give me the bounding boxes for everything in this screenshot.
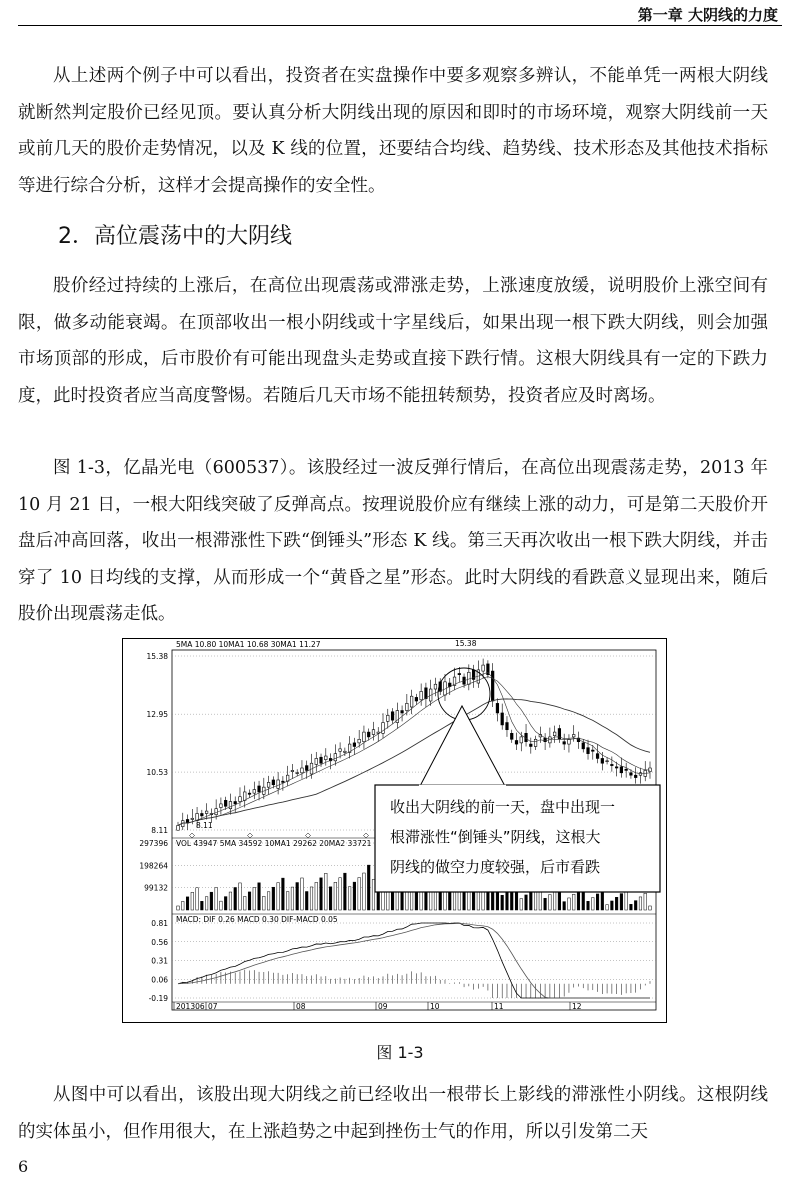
volume-bar <box>372 879 375 910</box>
candle-body <box>305 766 308 771</box>
volume-bar <box>553 891 556 910</box>
candle-body <box>234 802 237 804</box>
volume-bar <box>205 897 208 910</box>
volume-bar <box>177 906 180 910</box>
price-legend: 5MA 10.80 10MA1 10.68 30MA1 11.27 <box>176 640 321 649</box>
candle-body <box>243 792 246 800</box>
volume-bar <box>587 901 590 910</box>
candle-body <box>520 737 523 743</box>
volume-bar <box>291 887 294 910</box>
volume-bar <box>572 894 575 910</box>
header-rule <box>18 25 782 26</box>
candle-body <box>391 712 394 720</box>
volume-bar <box>286 892 289 910</box>
volume-bar <box>325 873 328 910</box>
candle-body <box>468 672 471 684</box>
volume-bar <box>334 882 337 910</box>
candle-body <box>215 809 218 815</box>
candle-body <box>587 748 590 754</box>
paragraph-2: 股价经过持续的上涨后，在高位出现震荡或滞涨走势，上涨速度放缓，说明股价上涨空间有限，做多动能衰竭。在顶部收出一根小阴线或十字星线后，如果出现一根下跌大阴线，则会加强市场顶部的形成，后市股价有可能出现盘头走势或直接下跌行情。这根大阴线具有一定的下跌力度，此时投资者应当高度警惕。若随后几天市场不能扭转颓势，投资者应及时离场。 <box>18 276 768 406</box>
volume-bar <box>344 873 347 910</box>
volume-bar <box>615 897 618 910</box>
volume-bar <box>601 890 604 910</box>
candle-body <box>267 782 270 787</box>
volume-bar <box>224 897 227 910</box>
volume-bar <box>301 878 304 910</box>
candle-body <box>320 757 323 763</box>
volume-bar <box>201 901 204 910</box>
candle-body <box>591 750 594 751</box>
x-tick-label: 10 <box>430 1002 440 1011</box>
volume-bar <box>568 898 571 910</box>
candle-body <box>344 751 347 752</box>
stock-chart-figure <box>122 638 667 1023</box>
volume-bar <box>611 901 614 910</box>
candle-body <box>224 800 227 806</box>
volume-bar <box>282 878 285 910</box>
volume-bar <box>525 895 528 910</box>
candle-body <box>415 697 418 701</box>
candle-body <box>615 767 618 768</box>
volume-bar <box>630 904 633 910</box>
volume-tick-label: 99132 <box>144 883 168 893</box>
price-tick-label: 15.38 <box>146 652 168 661</box>
candle-body <box>553 732 556 736</box>
volume-bar <box>544 898 547 910</box>
volume-bar <box>367 865 370 910</box>
candle-body <box>496 703 499 713</box>
volume-bar <box>363 873 366 910</box>
volume-bar <box>339 878 342 910</box>
volume-bar <box>606 905 609 910</box>
volume-bar <box>530 891 533 910</box>
candle-body <box>630 773 633 775</box>
candle-body <box>220 804 223 808</box>
candle-body <box>277 780 280 788</box>
volume-bar <box>277 883 280 910</box>
candle-body <box>229 802 232 809</box>
price-tick-label: 10.53 <box>146 768 168 778</box>
volume-bar <box>506 892 509 910</box>
candle-body <box>291 770 294 771</box>
candle-body <box>501 713 504 725</box>
macd-tick-label: 0.31 <box>151 956 168 966</box>
candle-body <box>482 665 485 671</box>
candle-body <box>315 758 318 764</box>
x-tick-label: 11 <box>494 1002 504 1011</box>
price-tick-label: 12.95 <box>146 710 168 720</box>
x-tick-label: 08 <box>296 1002 306 1011</box>
volume-bar <box>501 895 504 910</box>
candle-body <box>386 715 389 721</box>
volume-bar <box>258 883 261 910</box>
candle-body <box>582 743 585 749</box>
volume-bar <box>577 891 580 910</box>
annotation-line-3: 阴线的做空力度较强，后市看跌 <box>390 858 601 876</box>
candle-body <box>434 684 437 689</box>
annotation-line-2: 根滞涨性“倒锤头”阴线，这根大 <box>390 828 601 846</box>
candle-body <box>301 768 304 773</box>
low-price-label: 8.11 <box>196 821 213 830</box>
volume-bar <box>210 892 213 910</box>
candle-body <box>334 754 337 761</box>
volume-bar <box>234 887 237 910</box>
candle-body <box>239 797 242 802</box>
candle-body <box>258 786 261 792</box>
candle-body <box>515 740 518 744</box>
candle-body <box>363 732 366 742</box>
page-number: 6 <box>18 1157 29 1176</box>
candle-body <box>282 781 285 782</box>
candle-body <box>420 691 423 699</box>
candle-body <box>634 775 637 777</box>
volume-bar <box>563 902 566 910</box>
candle-body <box>406 703 409 710</box>
volume-bar <box>272 887 275 910</box>
candle-body <box>544 738 547 742</box>
volume-bar <box>305 892 308 910</box>
macd-tick-label: 0.56 <box>151 937 168 947</box>
chapter-title: 第一章 大阴线的力度 <box>637 6 778 24</box>
volume-bar <box>348 887 351 910</box>
volume-bar <box>644 893 647 910</box>
x-tick-label: 07 <box>208 1002 218 1011</box>
candle-body <box>325 756 328 760</box>
candle-body <box>401 711 404 713</box>
candle-body <box>201 813 204 815</box>
volume-bar <box>296 883 299 910</box>
candle-body <box>558 729 561 740</box>
volume-bar <box>310 887 313 910</box>
candle-body <box>372 730 375 735</box>
section-title: 2．高位震荡中的大阴线 <box>58 224 292 249</box>
volume-bar <box>625 890 628 910</box>
volume-bar <box>353 882 356 910</box>
candle-body <box>620 767 623 773</box>
volume-bar <box>639 897 642 910</box>
annotation-line-1: 收出大阴线的前一天，盘中出现一 <box>390 798 616 816</box>
candle-body <box>272 780 275 785</box>
volume-bar <box>315 882 318 910</box>
candle-body <box>382 723 385 734</box>
volume-bar <box>239 883 242 910</box>
volume-bar <box>267 892 270 910</box>
candle-body <box>491 671 494 701</box>
candle-body <box>367 732 370 737</box>
candle-body <box>534 739 537 746</box>
candle-body <box>510 733 513 739</box>
candle-body <box>248 793 251 794</box>
candle-body <box>205 811 208 813</box>
candle-body <box>606 761 609 762</box>
volume-bar <box>248 892 251 910</box>
macd-tick-label: 0.06 <box>151 975 168 985</box>
candle-body <box>572 735 575 737</box>
volume-bar <box>620 894 623 910</box>
candle-body <box>611 764 614 765</box>
volume-bar <box>634 901 637 910</box>
volume-bar <box>649 906 652 910</box>
volume-bar <box>549 895 552 910</box>
candle-body <box>191 818 194 819</box>
volume-bar <box>196 888 199 910</box>
paragraph-1: 从上述两个例子中可以看出，投资者在实盘操作中要多观察多辨认，不能单凭一两根大阴线就断然判定股价已经见顶。要认真分析大阴线出现的原因和即时的市场环境，观察大阴线前一天或前几天的股价走势情况，以及 K 线的位置，还要结合均线、趋势线、技术形态及其他技术指标等进行综合分析，这样才会提高操作的安全性。 <box>18 66 768 196</box>
candle-body <box>339 749 342 751</box>
candle-body <box>601 758 604 763</box>
volume-bar <box>229 892 232 910</box>
candle-body <box>563 742 566 744</box>
candle-body <box>530 744 533 746</box>
price-tick-label: 8.11 <box>151 826 168 835</box>
paragraph-4: 从图中可以看出，该股出现大阴线之前已经收出一根带长上影线的滞涨性小阴线。这根阴线的实体虽小，但作用很大，在上涨趋势之中起到挫伤士气的作用，所以引发第二天 <box>18 1085 768 1142</box>
candle-body <box>425 688 428 699</box>
volume-bar <box>191 892 194 910</box>
candle-body <box>596 754 599 759</box>
candle-body <box>353 743 356 747</box>
macd-legend: MACD: DIF 0.26 MACD 0.30 DIF-MACD 0.05 <box>176 915 338 924</box>
volume-tick-label: 198264 <box>139 861 168 871</box>
candle-body <box>506 723 509 730</box>
candle-body <box>625 769 628 770</box>
volume-tick-label: 297396 <box>139 839 168 848</box>
volume-bar <box>263 896 266 910</box>
candle-body <box>253 790 256 794</box>
x-tick-label: 12 <box>572 1002 582 1011</box>
volume-bar <box>215 888 218 910</box>
candle-body <box>358 739 361 743</box>
volume-bar <box>596 894 599 910</box>
volume-bar <box>181 901 184 910</box>
macd-tick-label: 0.81 <box>151 919 168 928</box>
candle-body <box>296 773 299 774</box>
volume-bar <box>243 896 246 910</box>
volume-bar <box>329 887 332 910</box>
figure-caption: 图 1-3 <box>376 1043 424 1062</box>
volume-bar <box>591 898 594 910</box>
volume-bar <box>520 899 523 910</box>
high-price-label: 15.38 <box>455 639 477 648</box>
volume-legend: VOL 43947 5MA 34592 10MA1 29262 20MA2 33721 <box>176 839 372 848</box>
volume-bar <box>253 887 256 910</box>
volume-bar <box>358 878 361 910</box>
candle-body <box>568 739 571 744</box>
volume-bar <box>186 897 189 910</box>
candle-body <box>410 696 413 707</box>
x-tick-label: 201306 <box>176 1002 205 1011</box>
paragraph-3: 图 1-3，亿晶光电（600537）。该股经过一波反弹行情后，在高位出现震荡走势，2013 年 10 月 21 日，一根大阳线突破了反弹高点。按理说股价应有继续上涨的动力，可是第二天股价开盘后冲高回落，收出一根滞涨性下跌“倒锤头”形态 K 线。第三天再次收出一根下跌大阴线，并击穿了 10 日均线的支撑，从而形成一个“黄昏之星”形态。此时大阴线的看跌意义显现出来，随后股价出现震荡走低。 <box>18 458 768 624</box>
candle-body <box>458 673 461 674</box>
volume-bar <box>220 901 223 910</box>
candle-body <box>177 825 180 830</box>
x-tick-label: 09 <box>378 1002 388 1011</box>
macd-tick-label: -0.19 <box>148 994 168 1003</box>
volume-bar <box>320 878 323 910</box>
